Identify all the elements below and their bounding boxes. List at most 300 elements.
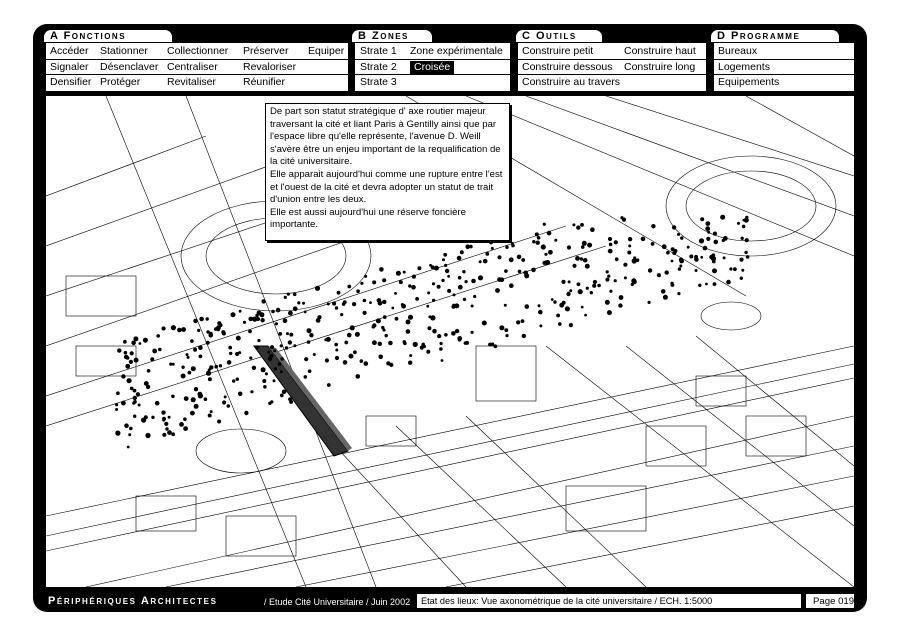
divider bbox=[46, 74, 348, 75]
tree-dot bbox=[115, 403, 118, 406]
tree-dot bbox=[447, 275, 450, 278]
tree-dot bbox=[259, 312, 264, 317]
tree-dot bbox=[705, 226, 710, 231]
tree-dot bbox=[569, 323, 573, 327]
tree-dot bbox=[521, 258, 525, 262]
tree-dot bbox=[283, 319, 288, 324]
tree-dot bbox=[671, 260, 674, 263]
tree-dot bbox=[252, 366, 256, 370]
tree-dot bbox=[443, 253, 447, 257]
tree-dot bbox=[478, 275, 483, 280]
tree-dot bbox=[382, 300, 386, 304]
tree-dot bbox=[208, 333, 213, 338]
tree-dot bbox=[615, 257, 619, 261]
tree-dot bbox=[504, 269, 508, 273]
tree-dot bbox=[280, 344, 283, 347]
tree-dot bbox=[482, 321, 487, 326]
info-tooltip bbox=[265, 103, 510, 241]
tree-dot bbox=[307, 340, 311, 344]
programme-item[interactable]: Logements bbox=[718, 60, 770, 73]
tree-dot bbox=[575, 256, 580, 261]
outil-item[interactable]: Construire haut bbox=[624, 45, 696, 57]
tree-dot bbox=[206, 341, 210, 345]
tree-dot bbox=[171, 395, 175, 399]
tree-dot bbox=[364, 275, 367, 278]
outil-item[interactable]: Construire long bbox=[624, 60, 696, 73]
tree-dot bbox=[665, 270, 669, 274]
tree-dot bbox=[744, 218, 749, 223]
tree-dot bbox=[372, 323, 376, 327]
tree-dot bbox=[614, 279, 617, 282]
tree-dot bbox=[723, 256, 726, 259]
divider bbox=[518, 74, 706, 75]
tree-dot bbox=[198, 392, 203, 397]
tree-dot bbox=[297, 301, 300, 304]
tree-dot bbox=[229, 352, 232, 355]
tree-dot bbox=[673, 249, 677, 253]
tree-dot bbox=[138, 404, 141, 407]
tree-dot bbox=[210, 410, 213, 413]
tree-dot bbox=[363, 299, 367, 303]
tree-dot bbox=[412, 275, 416, 279]
tree-dot bbox=[569, 289, 572, 292]
tree-dot bbox=[394, 292, 397, 295]
tree-dot bbox=[216, 328, 220, 332]
tree-dot bbox=[116, 431, 119, 434]
tree-dot bbox=[313, 353, 316, 356]
tree-dot bbox=[582, 241, 587, 246]
tree-dot bbox=[139, 342, 142, 345]
tree-dot bbox=[248, 330, 252, 334]
tree-dot bbox=[190, 339, 194, 343]
tree-dot bbox=[432, 329, 437, 334]
tree-dot bbox=[580, 223, 584, 227]
tree-dot bbox=[628, 237, 632, 241]
tree-dot bbox=[427, 326, 431, 330]
outil-item[interactable]: Construire petit bbox=[522, 45, 594, 57]
tree-dot bbox=[134, 358, 139, 363]
tree-dot bbox=[193, 319, 198, 324]
tree-dot bbox=[191, 366, 196, 371]
tree-dot bbox=[378, 301, 383, 306]
tree-dot bbox=[432, 282, 435, 285]
tree-dot bbox=[326, 337, 331, 342]
tree-dot bbox=[707, 231, 710, 234]
tab-programme[interactable]: D Programme bbox=[711, 30, 839, 42]
tree-dot bbox=[458, 285, 463, 290]
tree-dot bbox=[714, 240, 719, 245]
tree-dot bbox=[376, 318, 381, 323]
zone-item[interactable]: Strate 3 bbox=[360, 76, 397, 88]
fonction-item[interactable]: Signaler bbox=[50, 60, 89, 73]
tree-dot bbox=[460, 250, 464, 254]
tree-dot bbox=[124, 351, 128, 355]
tree-dot bbox=[479, 260, 482, 263]
tree-dot bbox=[162, 326, 166, 330]
fonction-item[interactable]: Protéger bbox=[100, 76, 141, 88]
tree-dot bbox=[523, 271, 528, 276]
programme-item[interactable]: Equipements bbox=[718, 76, 780, 88]
tree-dot bbox=[553, 300, 556, 303]
fonction-item[interactable]: Densifier bbox=[50, 76, 92, 88]
tree-dot bbox=[162, 433, 166, 437]
tree-dot bbox=[249, 356, 252, 359]
tree-dot bbox=[651, 242, 655, 246]
tree-dot bbox=[561, 280, 565, 284]
fonction-item[interactable]: Revitaliser bbox=[167, 76, 217, 88]
tree-dot bbox=[497, 255, 501, 259]
tree-dot bbox=[440, 342, 443, 345]
tree-dot bbox=[228, 346, 232, 350]
tree-dot bbox=[628, 244, 631, 247]
tree-dot bbox=[293, 306, 298, 311]
tree-dot bbox=[723, 236, 728, 241]
tree-dot bbox=[227, 404, 231, 408]
tree-dot bbox=[282, 390, 287, 395]
tree-dot bbox=[739, 258, 743, 262]
tree-dot bbox=[308, 369, 312, 373]
tree-dot bbox=[284, 296, 287, 299]
tree-dot bbox=[452, 304, 455, 307]
tree-dot bbox=[334, 343, 338, 347]
tree-dot bbox=[208, 377, 212, 381]
tree-dot bbox=[347, 285, 351, 289]
tree-dot bbox=[177, 328, 182, 333]
tree-dot bbox=[285, 346, 288, 349]
tree-dot bbox=[169, 363, 172, 366]
fonction-item[interactable]: Accéder bbox=[50, 45, 89, 57]
tree-dot bbox=[401, 304, 406, 309]
tree-dot bbox=[194, 404, 199, 409]
tree-dot bbox=[403, 340, 407, 344]
tree-dot bbox=[275, 322, 278, 325]
tree-dot bbox=[395, 317, 399, 321]
tree-dot bbox=[504, 304, 507, 307]
tree-dot bbox=[289, 400, 293, 404]
tree-dot bbox=[444, 264, 447, 267]
tree-dot bbox=[670, 282, 673, 285]
zone-item-selected[interactable]: Croisée bbox=[410, 61, 454, 74]
tree-dot bbox=[116, 391, 120, 395]
tooltip-paragraph: De part son statut stratégique d' axe routier majeur traversant la cité et liant Paris à Gentilly ainsi que par l'espace libre qu'elle représente, l'avenue D. Weill s'avère être un enjeu important de la requalification de la cité universitaire. bbox=[270, 106, 501, 168]
tree-dot bbox=[360, 282, 363, 285]
tree-dot bbox=[585, 264, 590, 269]
tree-dot bbox=[431, 265, 435, 269]
tree-dot bbox=[577, 282, 581, 286]
tree-dot bbox=[273, 349, 276, 352]
programme-item[interactable]: Bureaux bbox=[718, 45, 758, 57]
tree-dot bbox=[559, 303, 564, 308]
tree-dot bbox=[680, 236, 683, 239]
tree-dot bbox=[221, 330, 225, 334]
tree-dot bbox=[453, 293, 456, 296]
outil-item[interactable]: Construire dessous bbox=[522, 60, 613, 73]
fonction-item[interactable]: Equiper bbox=[308, 45, 345, 57]
tree-dot bbox=[335, 306, 338, 309]
tree-dot bbox=[136, 392, 140, 396]
tree-dot bbox=[556, 314, 560, 318]
tree-dot bbox=[227, 360, 232, 365]
fonction-item[interactable]: Réunifier bbox=[243, 76, 286, 88]
tree-dot bbox=[271, 310, 275, 314]
tree-dot bbox=[399, 280, 403, 284]
tree-dot bbox=[592, 284, 596, 288]
tree-dot bbox=[286, 332, 289, 335]
tree-dot bbox=[151, 416, 154, 419]
tree-dot bbox=[538, 310, 543, 315]
tree-dot bbox=[473, 295, 476, 298]
tree-dot bbox=[471, 331, 474, 334]
tree-dot bbox=[261, 367, 266, 372]
tree-dot bbox=[700, 217, 704, 221]
tree-dot bbox=[304, 375, 308, 379]
tree-dot bbox=[554, 239, 557, 242]
tree-dot bbox=[236, 378, 239, 381]
tree-dot bbox=[190, 411, 195, 416]
tree-dot bbox=[355, 332, 360, 337]
zone-item[interactable]: Strate 1 bbox=[360, 45, 397, 57]
tree-dot bbox=[115, 408, 118, 411]
tree-dot bbox=[409, 354, 412, 357]
tree-dot bbox=[489, 240, 493, 244]
tree-dot bbox=[144, 415, 148, 419]
tooltip-paragraph: Elle est aussi aujourd'hui une réserve foncière importante. bbox=[270, 206, 466, 231]
tree-dot bbox=[161, 410, 165, 414]
tree-dot bbox=[689, 255, 693, 259]
tree-dot bbox=[578, 289, 583, 294]
tree-dot bbox=[293, 344, 296, 347]
tree-dot bbox=[124, 423, 129, 428]
tree-dot bbox=[572, 264, 576, 268]
tree-dot bbox=[302, 302, 305, 305]
tree-dot bbox=[327, 303, 330, 306]
tree-dot bbox=[164, 422, 168, 426]
tree-dot bbox=[378, 342, 382, 346]
tree-dot bbox=[666, 251, 670, 255]
divider bbox=[714, 74, 854, 75]
tree-dot bbox=[162, 419, 165, 422]
tree-dot bbox=[536, 241, 540, 245]
tree-dot bbox=[608, 249, 613, 254]
tree-dot bbox=[705, 221, 710, 226]
tree-dot bbox=[187, 356, 190, 359]
tree-dot bbox=[238, 351, 241, 354]
tree-dot bbox=[183, 426, 188, 431]
tree-dot bbox=[379, 267, 384, 272]
tree-dot bbox=[396, 271, 401, 276]
firm-name: Périphériques Architectes bbox=[48, 595, 218, 607]
tree-dot bbox=[706, 237, 710, 241]
tree-dot bbox=[445, 269, 449, 273]
tree-dot bbox=[532, 240, 535, 243]
tree-dot bbox=[267, 351, 270, 354]
tree-dot bbox=[687, 246, 690, 249]
tree-dot bbox=[304, 311, 307, 314]
tab-fonctions[interactable]: A Fonctions bbox=[44, 30, 172, 42]
tree-dot bbox=[356, 374, 361, 379]
tree-dot bbox=[711, 253, 715, 257]
tree-dot bbox=[127, 378, 132, 383]
tree-dot bbox=[208, 414, 212, 418]
tree-dot bbox=[607, 275, 610, 278]
tree-dot bbox=[198, 345, 203, 350]
tree-dot bbox=[197, 329, 200, 332]
tree-dot bbox=[415, 297, 419, 301]
tree-dot bbox=[255, 314, 258, 317]
tree-dot bbox=[165, 427, 168, 430]
tree-dot bbox=[543, 223, 546, 226]
tree-dot bbox=[499, 325, 504, 330]
tree-dot bbox=[441, 279, 444, 282]
tree-dot bbox=[335, 356, 339, 360]
tree-dot bbox=[413, 342, 418, 347]
tree-dot bbox=[584, 314, 587, 317]
tree-dot bbox=[360, 360, 363, 363]
tree-dot bbox=[347, 333, 352, 338]
tree-dot bbox=[280, 357, 284, 361]
tree-dot bbox=[255, 345, 259, 349]
tree-dot bbox=[156, 334, 160, 338]
fonction-item[interactable]: Collectionner bbox=[167, 45, 229, 57]
tree-dot bbox=[430, 315, 435, 320]
tree-dot bbox=[181, 374, 186, 379]
tree-dot bbox=[350, 325, 355, 330]
tree-dot bbox=[741, 237, 744, 240]
tree-dot bbox=[439, 347, 443, 351]
tree-dot bbox=[744, 251, 747, 254]
tree-dot bbox=[133, 396, 137, 400]
tree-dot bbox=[385, 334, 388, 337]
tree-dot bbox=[317, 315, 321, 319]
tree-dot bbox=[521, 319, 525, 323]
tree-dot bbox=[648, 301, 651, 304]
tree-dot bbox=[542, 261, 546, 265]
fonction-item[interactable]: Préserver bbox=[243, 45, 289, 57]
tree-dot bbox=[143, 338, 148, 343]
tree-dot bbox=[464, 341, 467, 344]
tree-dot bbox=[186, 353, 189, 356]
fonction-item[interactable]: Centraliser bbox=[167, 60, 218, 73]
tree-dot bbox=[381, 326, 384, 329]
study-label: / Etude Cité Universitaire / Juin 2002 bbox=[264, 597, 411, 607]
tab-outils[interactable]: C Outils bbox=[516, 30, 602, 42]
tree-dot bbox=[214, 365, 218, 369]
tree-dot bbox=[590, 291, 593, 294]
tree-dot bbox=[270, 345, 274, 349]
tree-dot bbox=[633, 256, 636, 259]
outil-item[interactable]: Construire au travers bbox=[522, 76, 621, 88]
tree-dot bbox=[485, 252, 489, 256]
tree-dot bbox=[127, 446, 130, 449]
tree-dot bbox=[609, 290, 612, 293]
tree-dot bbox=[505, 246, 508, 249]
tree-dot bbox=[657, 273, 661, 277]
tree-dot bbox=[509, 257, 514, 262]
tree-dot bbox=[219, 364, 222, 367]
tree-dot bbox=[382, 278, 386, 282]
fonction-item[interactable]: Stationner bbox=[100, 45, 148, 57]
tree-dot bbox=[244, 411, 248, 415]
tree-dot bbox=[121, 374, 125, 378]
tree-dot bbox=[124, 355, 129, 360]
tree-dot bbox=[679, 265, 682, 268]
fonction-item[interactable]: Désenclaver bbox=[100, 60, 159, 73]
tree-dot bbox=[340, 313, 343, 316]
tree-dot bbox=[590, 227, 595, 232]
tree-dot bbox=[551, 298, 554, 301]
tree-dot bbox=[583, 258, 588, 263]
tree-dot bbox=[597, 284, 601, 288]
tree-dot bbox=[614, 240, 618, 244]
tree-dot bbox=[442, 258, 445, 261]
tree-dot bbox=[703, 246, 708, 251]
tree-dot bbox=[383, 315, 387, 319]
tree-dot bbox=[465, 244, 470, 249]
tree-dot bbox=[372, 280, 376, 284]
tree-dot bbox=[566, 292, 570, 296]
zone-item[interactable]: Strate 2 bbox=[360, 60, 397, 73]
tree-dot bbox=[605, 300, 610, 305]
tree-dot bbox=[274, 367, 277, 370]
tree-dot bbox=[437, 334, 441, 338]
tree-dot bbox=[288, 311, 293, 316]
tree-dot bbox=[356, 289, 360, 293]
tree-dot bbox=[568, 280, 571, 283]
fonction-item[interactable]: Revaloriser bbox=[243, 60, 297, 73]
tree-dot bbox=[289, 333, 293, 337]
tree-dot bbox=[239, 310, 242, 313]
tree-dot bbox=[270, 400, 273, 403]
tree-dot bbox=[511, 244, 515, 248]
zone-item[interactable]: Zone expérimentale bbox=[410, 45, 503, 57]
tree-dot bbox=[132, 402, 135, 405]
tree-dot bbox=[541, 244, 546, 249]
tree-dot bbox=[713, 232, 717, 236]
tree-dot bbox=[327, 383, 331, 387]
tree-dot bbox=[700, 256, 703, 259]
tree-dot bbox=[278, 332, 282, 336]
tree-dot bbox=[256, 317, 260, 321]
tree-dot bbox=[662, 244, 667, 249]
tree-dot bbox=[713, 282, 717, 286]
tree-dot bbox=[426, 305, 429, 308]
tree-dot bbox=[123, 340, 127, 344]
tree-dot bbox=[518, 270, 522, 274]
tree-dot bbox=[586, 287, 589, 290]
tree-dot bbox=[261, 299, 265, 303]
tree-dot bbox=[278, 362, 282, 366]
tree-dot bbox=[619, 295, 624, 300]
tree-dot bbox=[712, 268, 717, 273]
tree-dot bbox=[458, 276, 462, 280]
tree-dot bbox=[121, 401, 126, 406]
tree-dot bbox=[516, 320, 520, 324]
tree-dot bbox=[580, 257, 583, 260]
tree-dot bbox=[307, 328, 312, 333]
tree-dot bbox=[232, 379, 235, 382]
tree-dot bbox=[184, 396, 189, 401]
tree-dot bbox=[462, 270, 465, 273]
tree-dot bbox=[535, 232, 539, 236]
tree-dot bbox=[531, 268, 536, 273]
tab-zones[interactable]: B Zones bbox=[352, 30, 432, 42]
tree-dot bbox=[471, 305, 474, 308]
tree-dot bbox=[427, 291, 430, 294]
tree-dot bbox=[525, 304, 530, 309]
tree-dot bbox=[699, 238, 704, 243]
tree-dot bbox=[344, 341, 348, 345]
tree-dot bbox=[746, 255, 750, 259]
